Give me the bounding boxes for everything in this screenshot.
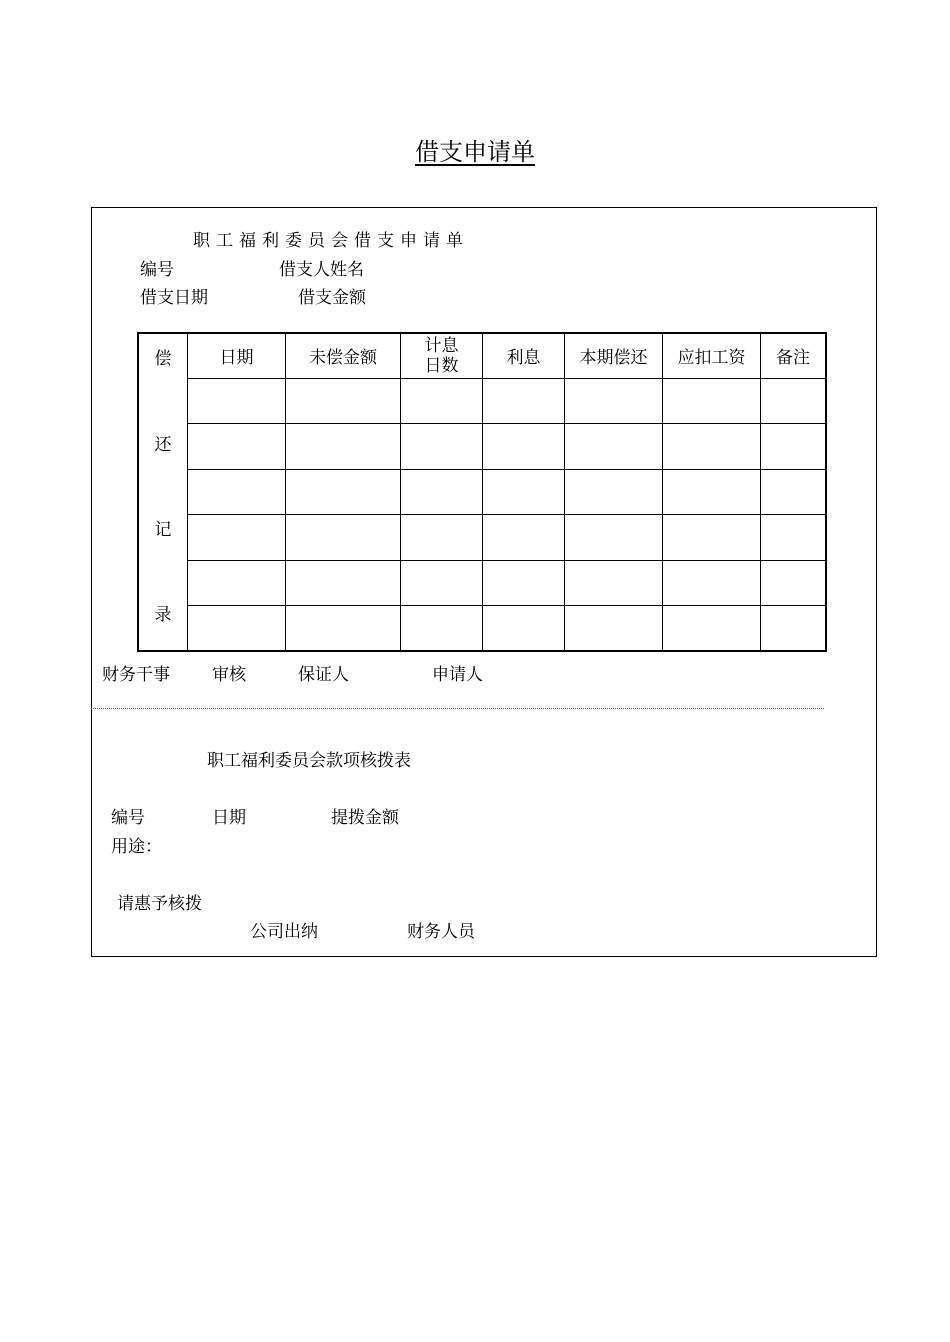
table-row bbox=[138, 469, 826, 514]
cell[interactable] bbox=[565, 424, 663, 469]
cell[interactable] bbox=[188, 378, 286, 423]
cell[interactable] bbox=[401, 469, 483, 514]
cell[interactable] bbox=[565, 606, 663, 651]
page-title: 借支申请单 bbox=[415, 138, 535, 166]
table-row bbox=[138, 606, 826, 651]
label-finance-staff: 财务人员 bbox=[407, 922, 475, 942]
cell[interactable] bbox=[663, 606, 761, 651]
cell[interactable] bbox=[286, 560, 401, 605]
side-label-cell bbox=[138, 333, 188, 651]
col-interest-days-line1: 计息 bbox=[424, 335, 459, 356]
cell[interactable] bbox=[483, 424, 565, 469]
cell[interactable] bbox=[565, 469, 663, 514]
table-header-row bbox=[138, 333, 826, 378]
cell[interactable] bbox=[761, 378, 827, 423]
cell[interactable] bbox=[663, 560, 761, 605]
cell[interactable] bbox=[401, 378, 483, 423]
label-purpose: 用途： bbox=[111, 837, 162, 857]
cell[interactable] bbox=[483, 469, 565, 514]
cell[interactable] bbox=[286, 469, 401, 514]
cell[interactable] bbox=[663, 515, 761, 560]
cell[interactable] bbox=[188, 560, 286, 605]
cell[interactable] bbox=[188, 469, 286, 514]
cell[interactable] bbox=[761, 424, 827, 469]
cell[interactable] bbox=[286, 515, 401, 560]
cell[interactable] bbox=[188, 606, 286, 651]
label-review: 审核 bbox=[212, 665, 246, 685]
col-interest-days bbox=[401, 333, 483, 378]
label-disb-amount: 提拨金额 bbox=[331, 808, 399, 828]
cell[interactable] bbox=[401, 424, 483, 469]
cell[interactable] bbox=[483, 560, 565, 605]
cell[interactable] bbox=[483, 606, 565, 651]
request-text: 请惠予核拨 bbox=[117, 894, 202, 914]
cell[interactable] bbox=[761, 469, 827, 514]
col-date: 日期 bbox=[188, 333, 286, 378]
table-row bbox=[138, 378, 826, 423]
col-interest-days-line2: 日数 bbox=[424, 355, 459, 376]
cell[interactable] bbox=[663, 424, 761, 469]
cell[interactable] bbox=[401, 515, 483, 560]
label-disb-number: 编号 bbox=[111, 808, 145, 828]
cell[interactable] bbox=[565, 515, 663, 560]
col-current-repayment: 本期偿还 bbox=[565, 333, 663, 378]
label-borrow-date: 借支日期 bbox=[140, 288, 208, 308]
side-char: 录 bbox=[154, 605, 172, 625]
cell[interactable] bbox=[483, 378, 565, 423]
col-unpaid-amount: 未偿金额 bbox=[286, 333, 401, 378]
table-row bbox=[138, 424, 826, 469]
col-remarks: 备注 bbox=[761, 333, 827, 378]
label-borrow-amount: 借支金额 bbox=[298, 288, 366, 308]
label-guarantor: 保证人 bbox=[298, 665, 349, 685]
label-applicant: 申请人 bbox=[432, 665, 483, 685]
cell[interactable] bbox=[401, 606, 483, 651]
cell[interactable] bbox=[565, 378, 663, 423]
table-row bbox=[138, 560, 826, 605]
table-row bbox=[138, 515, 826, 560]
cell[interactable] bbox=[286, 378, 401, 423]
cell[interactable] bbox=[663, 378, 761, 423]
side-char: 记 bbox=[154, 520, 172, 540]
cell[interactable] bbox=[761, 606, 827, 651]
cell[interactable] bbox=[761, 515, 827, 560]
label-disb-date: 日期 bbox=[212, 808, 246, 828]
disbursement-title: 职工福利委员会款项核拨表 bbox=[207, 751, 411, 771]
repayment-record-table bbox=[137, 332, 827, 652]
label-finance-officer: 财务干事 bbox=[102, 665, 170, 685]
label-borrower-name: 借支人姓名 bbox=[279, 260, 364, 280]
cell[interactable] bbox=[188, 424, 286, 469]
cell[interactable] bbox=[286, 606, 401, 651]
side-char: 偿 bbox=[154, 349, 172, 369]
cell[interactable] bbox=[483, 515, 565, 560]
dotted-separator bbox=[91, 708, 824, 709]
cell[interactable] bbox=[565, 560, 663, 605]
cell[interactable] bbox=[286, 424, 401, 469]
cell[interactable] bbox=[663, 469, 761, 514]
cell[interactable] bbox=[401, 560, 483, 605]
label-cashier: 公司出纳 bbox=[250, 922, 318, 942]
col-salary-deduction: 应扣工资 bbox=[663, 333, 761, 378]
label-number: 编号 bbox=[140, 260, 174, 280]
form-subtitle: 职工福利委员会借支申请单 bbox=[193, 231, 469, 251]
cell[interactable] bbox=[188, 515, 286, 560]
cell[interactable] bbox=[761, 560, 827, 605]
side-char: 还 bbox=[154, 435, 172, 455]
col-interest: 利息 bbox=[483, 333, 565, 378]
